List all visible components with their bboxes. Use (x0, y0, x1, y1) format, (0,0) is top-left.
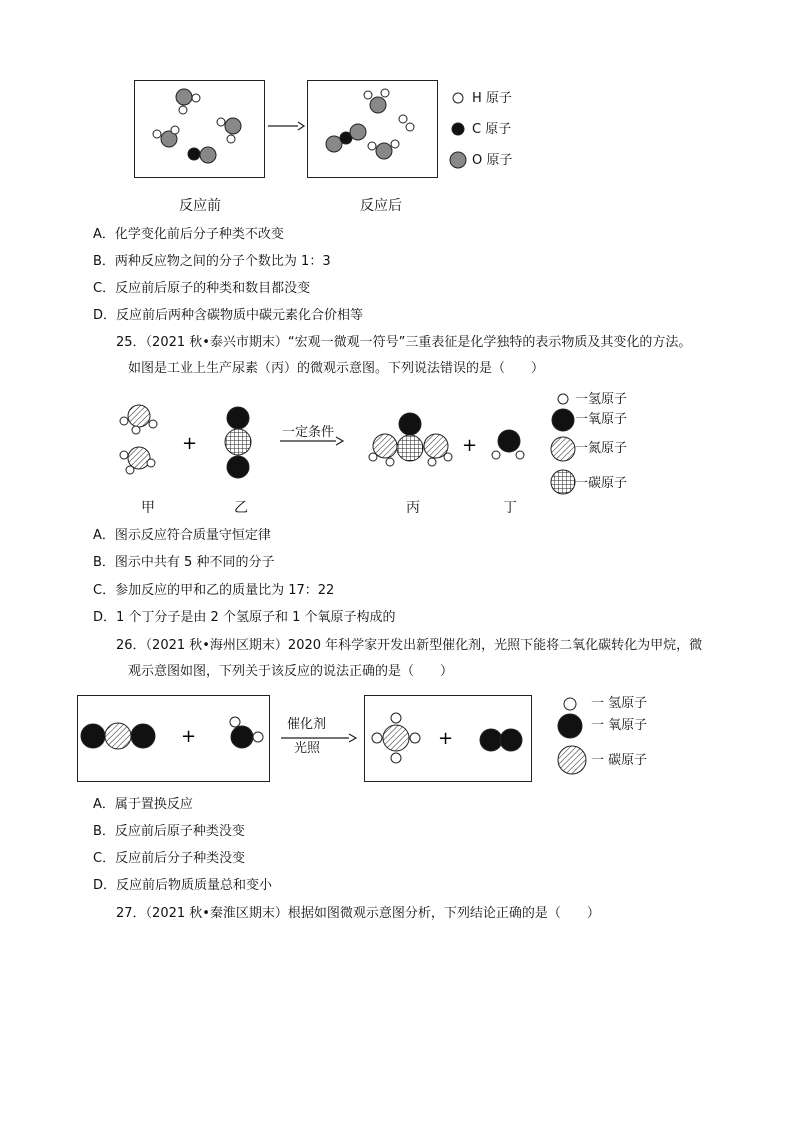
q24-option-d[interactable]: D．反应前后两种含碳物质中碳元素化合价相等 (93, 308, 364, 323)
water-molecule (217, 118, 241, 143)
q26-stem-line2: 观示意图如图，下列关于该反应的说法正确的是（ ） (128, 664, 454, 679)
reaction-arrow (268, 120, 304, 132)
oxygen-atom-icon (552, 409, 574, 431)
nitrogen-atom-icon (551, 437, 575, 461)
water-molecule (176, 89, 200, 114)
ammonia-molecule (120, 405, 157, 434)
oxygen-atom-icon (450, 152, 466, 168)
before-molecules-diagram (135, 81, 264, 177)
q25-stem-line1: 25．（2021 秋•泰兴市期末）“宏观一微观一符号”三重表征是化学独特的表示物质及其变化的方法。 (116, 335, 692, 350)
water-molecule (230, 717, 263, 748)
label-bing: 丙 (406, 500, 420, 516)
methane-molecule (372, 713, 420, 763)
q24-option-b[interactable]: B．两种反应物之间的分子个数比为 1：3 (93, 254, 331, 269)
legend-h-atom: H 原子 (472, 91, 512, 106)
carbon-monoxide-molecule (188, 147, 216, 163)
label-jia: 甲 (141, 500, 155, 516)
carbon-dioxide-molecule (326, 124, 366, 152)
reactants-diagram (78, 696, 269, 781)
light-label: 光照 (294, 741, 321, 756)
label-yi: 乙 (234, 500, 248, 516)
oxygen-atom-icon (558, 714, 582, 738)
legend-oxygen: 一氧原子 (575, 412, 628, 427)
hydrogen-molecule (399, 115, 414, 131)
catalyst-label: 催化剂 (287, 717, 327, 732)
after-molecules-diagram (308, 81, 437, 177)
legend-nitrogen: 一氮原子 (575, 441, 628, 456)
reaction-condition: 一定条件 (282, 425, 335, 440)
water-molecule (153, 126, 179, 147)
q25-option-a[interactable]: A．图示反应符合质量守恒定律 (93, 528, 271, 543)
carbon-dioxide-molecule (225, 407, 251, 478)
q26-stem-line1: 26．（2021 秋•海州区期末）2020 年科学家开发出新型催化剂，光照下能将二氧化碳转化为甲烷，微 (116, 638, 703, 653)
hydrogen-atom-icon (558, 394, 568, 404)
q24-legend-symbols (449, 89, 467, 169)
legend-carbon: 一 碳原子 (591, 753, 648, 768)
legend-carbon: 一碳原子 (575, 476, 628, 491)
q24-option-a[interactable]: A．化学变化前后分子种类不改变 (93, 227, 284, 242)
carbon-atom-icon (551, 470, 575, 494)
hydrogen-atom-icon (453, 93, 463, 103)
q25-option-c[interactable]: C．参加反应的甲和乙的质量比为 17：22 (93, 583, 335, 598)
water-molecule (492, 430, 524, 459)
oxygen-molecule (480, 729, 522, 751)
label-ding: 丁 (503, 500, 517, 516)
water-molecule (368, 140, 399, 159)
legend-oxygen: 一 氧原子 (591, 718, 648, 733)
urea-reaction-diagram (110, 396, 650, 500)
q25-stem-line2: 如图是工业上生产尿素（丙）的微观示意图。下列说法错误的是（ ） (128, 361, 545, 376)
plus-sign: + (462, 435, 478, 456)
q27-stem: 27．（2021 秋•秦淮区期末）根据如图微观示意图分析，下列结论正确的是（ ） (116, 906, 600, 921)
legend-hydrogen: 一 氢原子 (591, 696, 648, 711)
q25-option-b[interactable]: B．图示中共有 5 种不同的分子 (93, 555, 275, 570)
carbon-atom-icon (452, 123, 464, 135)
legend-c-atom: C 原子 (472, 122, 512, 137)
q26-option-d[interactable]: D．反应前后物质质量总和变小 (93, 878, 273, 893)
q26-option-a[interactable]: A．属于置换反应 (93, 797, 193, 812)
before-reaction-box (134, 80, 265, 178)
plus-sign: + (181, 726, 197, 747)
hydrogen-atom-icon (564, 698, 576, 710)
plus-sign: + (182, 433, 198, 454)
caption-before: 反应前 (179, 198, 221, 214)
q24-option-c[interactable]: C．反应前后原子的种类和数目都没变 (93, 281, 311, 296)
q26-option-b[interactable]: B．反应前后原子种类没变 (93, 824, 245, 839)
caption-after: 反应后 (360, 198, 402, 214)
products-box (364, 695, 532, 782)
q26-option-c[interactable]: C．反应前后分子种类没变 (93, 851, 246, 866)
carbon-dioxide-molecule (81, 723, 155, 749)
legend-o-atom: O 原子 (472, 153, 513, 168)
legend-hydrogen: 一氢原子 (575, 392, 628, 407)
reactants-box (77, 695, 270, 782)
water-molecule (364, 89, 389, 113)
carbon-atom-icon (558, 746, 586, 774)
plus-sign: + (438, 728, 454, 749)
after-reaction-box (307, 80, 438, 178)
ammonia-molecule (120, 447, 155, 474)
urea-molecule (369, 413, 452, 466)
q25-option-d[interactable]: D．1 个丁分子是由 2 个氢原子和 1 个氧原子构成的 (93, 610, 396, 625)
products-diagram (365, 696, 531, 781)
q26-legend-symbols (557, 692, 587, 776)
